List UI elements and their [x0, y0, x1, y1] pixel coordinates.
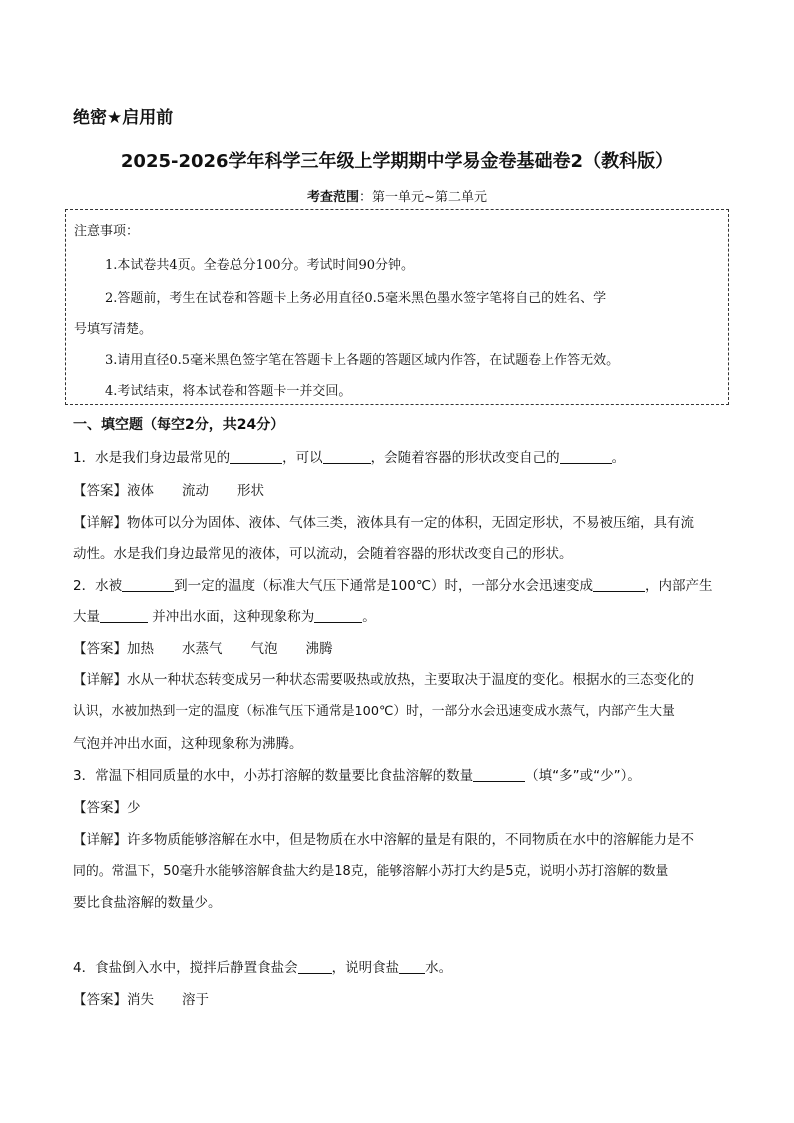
answer-item: 气泡: [250, 641, 278, 657]
notice-item-1: 1.本试卷共4页。全卷总分100分。考试时间90分钟。: [105, 258, 415, 273]
answer-item: 形状: [237, 483, 264, 499]
notice-item-3: 3.请用直径0.5毫米黑色签字笔在答题卡上各题的答题区域内作答，在试题卷上作答无效。: [105, 353, 620, 368]
notice-item-2: 2.答题前，考生在试卷和答题卡上务必用直径0.5毫米黑色墨水签字笔将自己的姓名、学: [105, 291, 607, 306]
q2-text-3: ，内部产生: [645, 578, 713, 594]
q2-text-1: 2．水被: [73, 578, 123, 594]
notice-item-2-cont: 号填写清楚。: [74, 322, 153, 337]
q1-text-1: 1．水是我们身边最常见的: [73, 450, 231, 466]
q2-text-6: 。: [362, 609, 376, 625]
q2-detail: [73, 668, 694, 688]
q2-text-2: 到一定的温度（标准大气压下通常是100℃）时，一部分水会迅速变成: [174, 578, 594, 594]
q2-answer: [73, 637, 361, 657]
question-2: [73, 574, 713, 594]
q1-text-2: ，可以: [282, 450, 323, 466]
answer-blank: [100, 609, 148, 624]
q2-detail-cont: 气泡并冲出水面，这种现象称为沸腾。: [73, 736, 303, 752]
q3-text-1: 3．常温下相同质量的水中，小苏打溶解的数量要比食盐溶解的数量: [73, 768, 474, 784]
exam-title: 2025-2026学年科学三年级上学期期中学易金卷基础卷2（教科版）: [120, 151, 674, 172]
detail-label: 【详解】: [73, 515, 127, 531]
q3-detail-cont: 同的。常温下，50毫升水能够溶解食盐大约是18克，能够溶解小苏打大约是5克，说明小苏打溶解的数量: [73, 864, 669, 879]
answer-blank: [560, 450, 612, 465]
scope-value: ：第一单元~第二单元: [359, 190, 487, 205]
q4-answer: [73, 988, 237, 1008]
q1-detail: [73, 511, 694, 531]
section-title: 一、填空题（每空2分，共24分）: [73, 417, 285, 433]
answer-label: 【答案】: [73, 992, 127, 1008]
q1-answer: [73, 479, 292, 499]
answer-blank: [593, 578, 645, 593]
detail-text: 水从一种状态转变成另一种状态需要吸热或放热，主要取决于温度的变化。根据水的三态变化的: [127, 672, 694, 688]
q1-detail-cont: 动性。水是我们身边最常见的液体，可以流动，会随着容器的形状改变自己的形状。: [73, 546, 573, 562]
answer-blank: [298, 960, 332, 975]
answer-item: 水蒸气: [182, 641, 223, 657]
notice-item-4: 4.考试结束，将本试卷和答题卡一并交回。: [105, 384, 352, 399]
scope-label: 考查范围: [307, 190, 360, 205]
notice-box: [65, 209, 729, 405]
detail-label: 【详解】: [73, 672, 127, 688]
q1-text-3: ，会随着容器的形状改变自己的: [370, 450, 560, 466]
q4-text-2: ，说明食盐: [331, 960, 400, 976]
secret-label: 绝密★启用前: [73, 108, 174, 128]
answer-blank: [473, 768, 525, 783]
answer-label: 【答案】: [73, 483, 127, 499]
q4-text-1: 4．食盐倒入水中，搅拌后静置食盐会: [73, 960, 298, 976]
answer-item: 消失: [127, 992, 154, 1008]
answer-blank: [230, 450, 282, 465]
answer-item: 少: [127, 800, 141, 816]
question-3: [73, 764, 641, 784]
q2-detail-cont: 认识，水被加热到一定的温度（标准气压下通常是100℃）时，一部分水会迅速变成水蒸气，内部产生大量: [73, 704, 675, 719]
detail-text: 物体可以分为固体、液体、气体三类，液体具有一定的体积，无固定形状，不易被压缩，具有流: [127, 515, 694, 531]
answer-blank: [323, 450, 371, 465]
answer-blank: [314, 609, 362, 624]
q3-answer: [73, 796, 141, 816]
q2-text-5: 并冲出水面，这种现象称为: [148, 609, 315, 625]
exam-scope: [0, 186, 794, 205]
q3-detail: [73, 828, 694, 848]
answer-item: 溶于: [182, 992, 209, 1008]
answer-item: 液体: [127, 483, 154, 499]
q1-text-4: 。: [611, 450, 626, 466]
answer-item: 流动: [182, 483, 209, 499]
q4-text-3: 水。: [425, 960, 453, 976]
answer-blank: [122, 578, 174, 593]
answer-item: 沸腾: [305, 641, 333, 657]
notice-title: 注意事项：: [74, 224, 140, 239]
answer-blank: [399, 960, 425, 975]
detail-label: 【详解】: [73, 832, 127, 848]
question-2-cont: [73, 605, 376, 625]
q3-detail-cont: 要比食盐溶解的数量少。: [73, 895, 222, 911]
answer-label: 【答案】: [73, 800, 127, 816]
q3-text-2: （填“多”或“少”）。: [525, 768, 641, 784]
question-4: [73, 956, 452, 976]
detail-text: 许多物质能够溶解在水中，但是物质在水中溶解的量是有限的，不同物质在水中的溶解能力是不: [127, 832, 694, 848]
question-1: [73, 446, 625, 466]
answer-label: 【答案】: [73, 641, 127, 657]
answer-item: 加热: [127, 641, 154, 657]
q2-text-4: 大量: [73, 609, 100, 625]
